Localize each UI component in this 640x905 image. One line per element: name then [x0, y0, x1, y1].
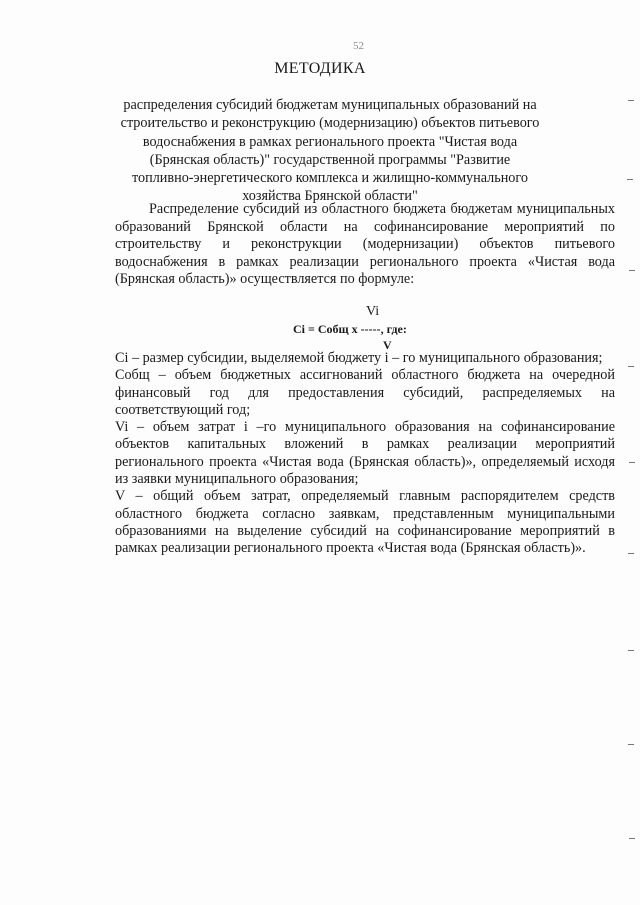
page-number: 52: [353, 40, 364, 52]
page-title: МЕТОДИКА: [274, 60, 366, 77]
scan-mark: [628, 100, 634, 101]
formula-denominator: V: [383, 338, 392, 352]
formula-main: Ci = Cобщ x -----, где:: [293, 322, 407, 336]
definition-vi: Vi – объем затрат i –го муниципального образования на софинансирование объектов капитальных вложений в рамках реализации мероприятий регионального проекта «Чистая вода (Брянская область)», определяемый исходя из заявки муниципального образования;: [115, 419, 615, 488]
scan-mark: [627, 179, 633, 180]
scan-mark: [628, 366, 634, 367]
scan-mark: [628, 744, 634, 745]
subtitle: распределения субсидий бюджетам муниципальных образований на строительство и реконструкцию (модернизацию) объектов питьевого водоснабжения в рамках регионального проекта "Чистая вода (Брянская область)" государственной программы "Развитие топливно-энергетического комплекса и жилищно-коммунального хозяйства Брянской области": [120, 97, 540, 205]
definition-v: V – общий объем затрат, определяемый главным распорядителем средств областного бюджета согласно заявкам, представленным муниципальными образованиями на выделение субсидий на софинансирование мероприятий в рамках реализации регионального проекта «Чистая вода (Брянская область)».: [115, 488, 615, 557]
definition-cobsh: Cобщ – объем бюджетных ассигнований областного бюджета на очередной финансовый год для предоставления субсидий, распределяемых на соответствующий год;: [115, 367, 615, 418]
scan-mark: [629, 838, 635, 839]
formula-numerator: Vi: [366, 304, 380, 319]
definition-ci: Ci – размер субсидии, выделяемой бюджету i – го муниципального образования;: [115, 350, 603, 366]
scan-mark: [628, 650, 634, 651]
intro-paragraph: Распределение субсидий из областного бюджета бюджетам муниципальных образований Брянской области на софинансирование мероприятий по строительству и реконструкции (модернизации) объектов питьевого водоснабжения в рамках реализации регионального проекта «Чистая вода (Брянская область)» осуществляется по формуле:: [115, 201, 615, 288]
definitions: [115, 350, 615, 558]
scan-mark: [629, 462, 635, 463]
scan-mark: [628, 553, 634, 554]
scan-mark: [629, 270, 635, 271]
